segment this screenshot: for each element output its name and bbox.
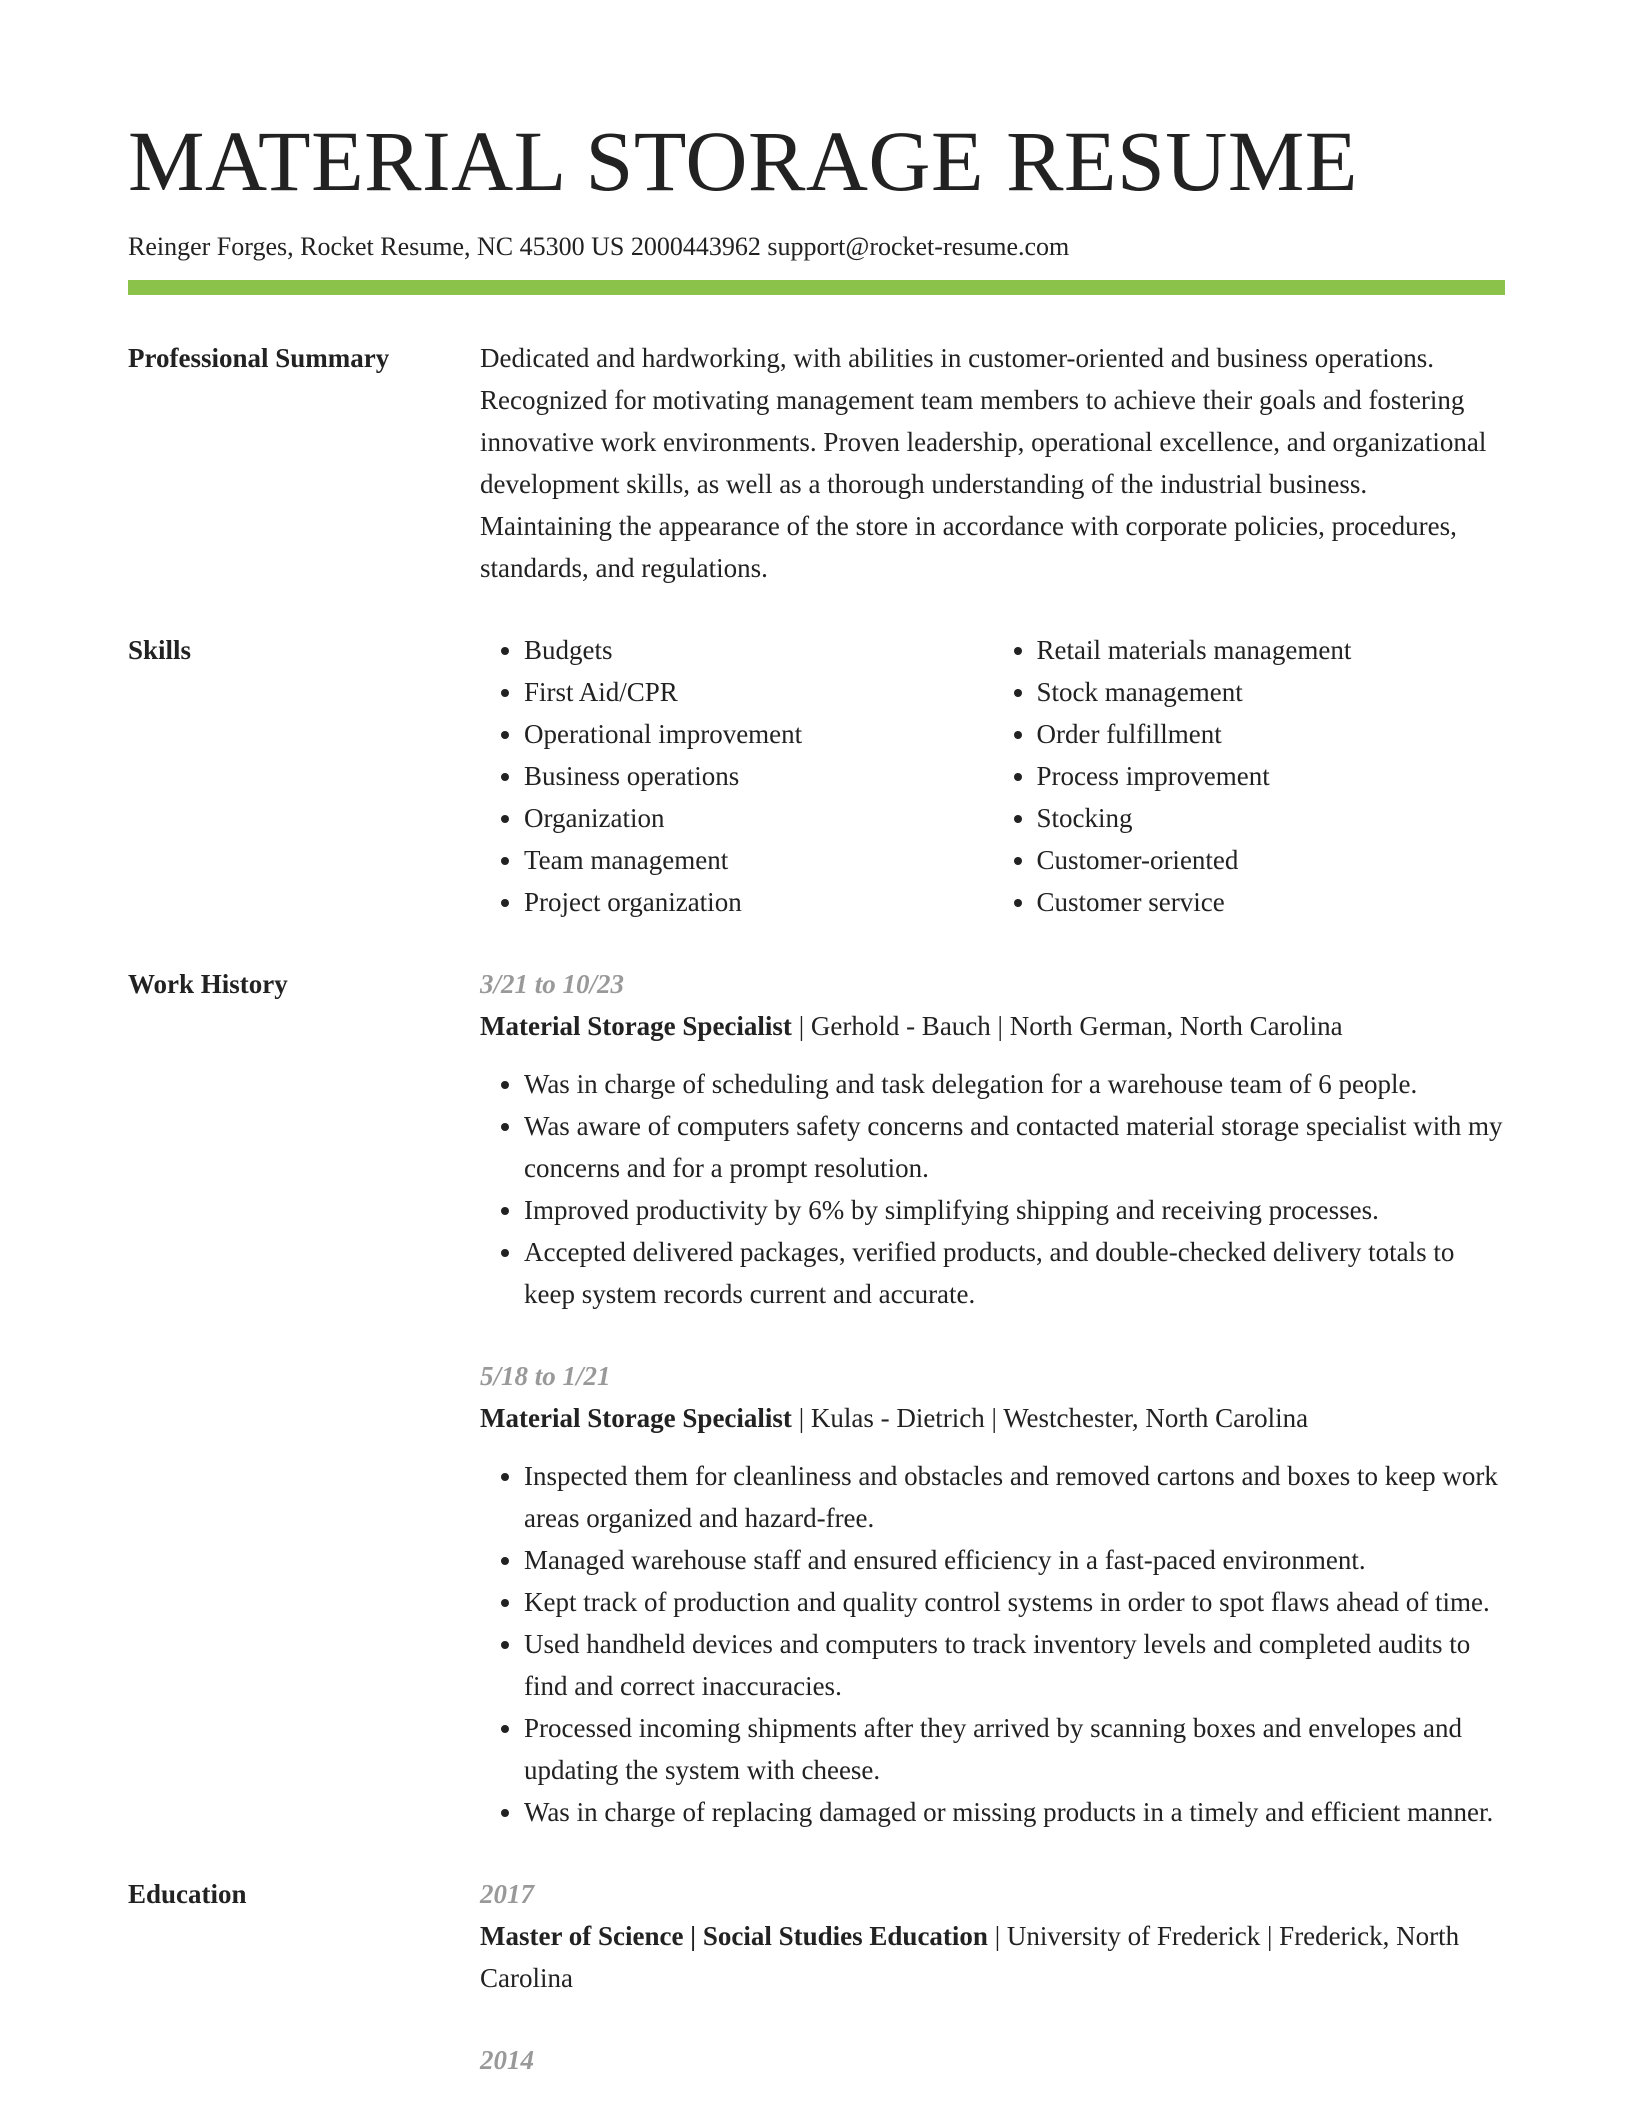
education-heading: Education [128,1878,247,1909]
education-year: 2017 [480,1878,534,1909]
job-employer-location: | Kulas - Dietrich | Westchester, North Carolina [791,1402,1309,1433]
resume-title: MATERIAL STORAGE RESUME [128,113,1358,209]
summary-text: Dedicated and hardworking, with abilities in customer-oriented and business operations. Recognized for motivating management team members to achieve their goals and fostering innovative work environments. Proven leadership, operational excellence, and organizational development skills, as well as a thorough understanding of the industrial business. Maintaining the appearance of the store in accordance with corporate policies, procedures, standards, and regulations. [480,342,1487,583]
header-divider [128,280,1505,295]
education-school-location: | University of Frederick | Frederick, North Carolina [480,1920,1460,1993]
skill-item: • Stock management [1037,671,1506,713]
job-bullets [480,1455,1505,1833]
summary-section [128,337,1505,589]
skill-item: • Operational improvement [524,713,993,755]
work-history-section [128,963,1505,1833]
work-history-body [480,963,1505,1833]
job-bullet: • Was aware of computers safety concerns and contacted material storage specialist with my concerns and for a prompt resolution. [524,1105,1505,1189]
skill-item: • Process improvement [1037,755,1506,797]
education-entry [480,2039,1505,2081]
job-bullet: • Improved productivity by 6% by simplifying shipping and receiving processes. [524,1189,1505,1231]
education-body [480,1873,1505,2121]
job-bullet: • Was in charge of scheduling and task delegation for a warehouse team of 6 people. [524,1063,1505,1105]
skill-item: • Retail materials management [1037,629,1506,671]
skills-list-left [480,629,993,923]
job-bullet: • Used handheld devices and computers to track inventory levels and completed audits to find and correct inaccuracies. [524,1623,1505,1707]
job-dates: 5/18 to 1/21 [480,1360,611,1391]
skill-item: • Project organization [524,881,993,923]
job-title: Material Storage Specialist [480,1010,792,1041]
skill-item: • Customer service [1037,881,1506,923]
job-heading [480,1397,1505,1439]
skills-list-right [993,629,1506,923]
job-bullets [480,1063,1505,1315]
education-section [128,1873,1505,2121]
skill-item: • Team management [524,839,993,881]
job-heading [480,1005,1505,1047]
job-dates: 3/21 to 10/23 [480,968,625,999]
skill-item: • First Aid/CPR [524,671,993,713]
resume-page [128,0,1505,2121]
skill-item: • Business operations [524,755,993,797]
job-title: Material Storage Specialist [480,1402,792,1433]
job-employer-location: | Gerhold - Bauch | North German, North Carolina [791,1010,1343,1041]
contact-info: Reinger Forges, Rocket Resume, NC 45300 US 2000443962 support@rocket-resume.com [128,232,1070,261]
skill-item: • Organization [524,797,993,839]
education-entry [480,1873,1505,1999]
summary-heading: Professional Summary [128,342,390,373]
skill-item: • Order fulfillment [1037,713,1506,755]
summary-body [480,337,1505,589]
work-history-heading: Work History [128,968,288,999]
skills-body [480,629,1505,923]
skill-item: • Budgets [524,629,993,671]
skill-item: • Customer-oriented [1037,839,1506,881]
education-heading-line [480,1915,1505,1999]
job-bullet: • Accepted delivered packages, verified products, and double-checked delivery totals to keep system records current and accurate. [524,1231,1505,1315]
job-bullet: • Processed incoming shipments after they arrived by scanning boxes and envelopes and updating the system with cheese. [524,1707,1505,1791]
skills-heading: Skills [128,634,192,665]
job-entry [480,1355,1505,1833]
job-entry [480,963,1505,1315]
skills-section [128,629,1505,923]
job-bullet: • Was in charge of replacing damaged or missing products in a timely and efficient manner. [524,1791,1505,1833]
education-year: 2014 [480,2044,534,2075]
education-degree: Master of Science | Social Studies Education [480,1920,988,1951]
job-bullet: • Kept track of production and quality control systems in order to spot flaws ahead of time. [524,1581,1505,1623]
job-bullet: • Managed warehouse staff and ensured efficiency in a fast-paced environment. [524,1539,1505,1581]
job-bullet: • Inspected them for cleanliness and obstacles and removed cartons and boxes to keep work areas organized and hazard-free. [524,1455,1505,1539]
skill-item: • Stocking [1037,797,1506,839]
